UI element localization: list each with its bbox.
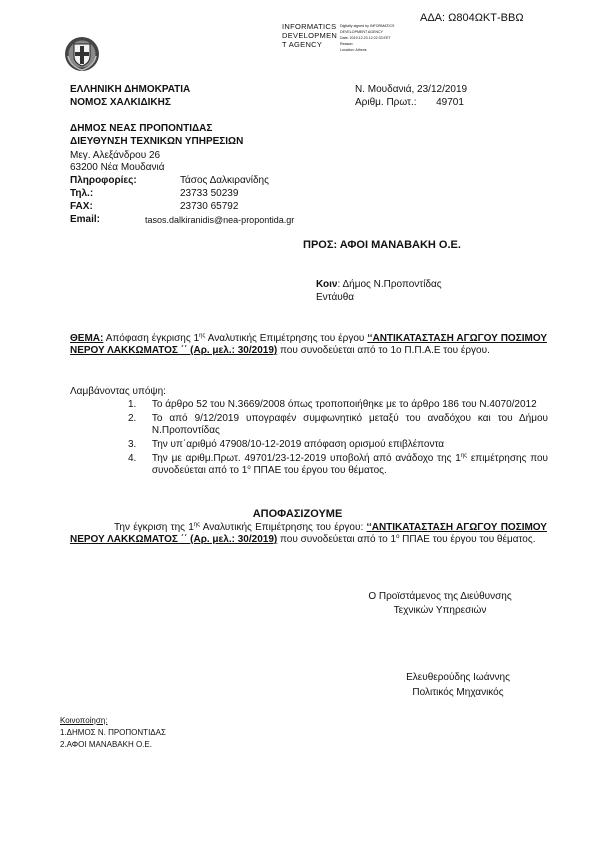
contact-value: 23733 50239: [180, 188, 239, 199]
signature-role: Τεχνικών Υπηρεσιών: [393, 605, 487, 616]
contact-value: Τάσος Δαλκιρανίδης: [180, 175, 269, 186]
decision-paragraph: Την έγκριση της $1^{\eta\varsigma}$ Αναλυτικής Επιμέτρησης του έργου: ‘‘ΑΝΤΙΚΑΤΑΣΤΑΣΗ ΑΓΩΓΟΥ ΠΟΣΙΜΟΥ ΝΕΡΟΥ ΛΑΚΚΩΜΑΤΟΣ ΄΄ (Αρ. μελ.: 30/2019) που συνοδεύεται από το $1^o$ ΠΠΑΕ του έργου του θέματος.: [70, 522, 547, 545]
distribution-item: 1.ΔΗΜΟΣ Ν. ΠΡΟΠΟΝΤΙΔΑΣ: [60, 728, 166, 737]
item-number: 3.: [128, 439, 137, 450]
coat-of-arms-icon: [64, 36, 100, 72]
contact-value: 23730 65792: [180, 201, 239, 212]
distribution-list: [60, 715, 166, 751]
item-number: 1.: [128, 399, 137, 410]
subject-text: Απόφαση έγκρισης 1: [103, 333, 200, 344]
place-date: Ν. Μουδανιά, 23/12/2019: [355, 84, 468, 95]
distribution-item: 2.ΑΦΟΙ ΜΑΝΑΒΑΚΗ Ο.Ε.: [60, 740, 152, 749]
protocol-value: 49701: [436, 97, 464, 108]
signatory-title: Πολιτικός Μηχανικός: [412, 687, 504, 698]
cc-label: Κοιν: [316, 279, 338, 290]
item-text: Το άρθρο 52 του Ν.3669/2008 όπως τροποποιήθηκε με το άρθρο 186 του Ν.4070/2012: [151, 399, 537, 410]
city-address: 63200 Νέα Μουδανιά: [70, 162, 165, 173]
recipient-to: ΠΡΟΣ: ΑΦΟΙ ΜΑΝΑΒΑΚΗ Ο.Ε.: [303, 239, 461, 251]
contact-label: Πληροφορίες:: [70, 175, 137, 186]
signatory-name: Ελευθερούδης Ιωάννης: [406, 672, 510, 683]
subject-label: ΘΕΜΑ:: [70, 333, 104, 344]
item-text: Την με αριθμ.Πρωτ. 49701/23-12-2019 υποβολή από ανάδοχο της $1^{\eta\varsigma}$ επιμέτρησης που συνοδεύεται από το $1^o$ ΠΠΑΕ του έργου του θέματος.: [151, 453, 548, 476]
cc-sub: Εντάυθα: [316, 292, 355, 303]
signature-role: Ο Προϊστάμενος της Διεύθυνσης: [368, 591, 512, 602]
stamp-detail: Reason:: [340, 42, 354, 46]
stamp-line: T AGENCY: [282, 40, 323, 49]
contact-row: [70, 188, 370, 200]
signature-block: [340, 591, 540, 617]
item-number: 2.: [128, 413, 137, 424]
prefecture-heading: ΝΟΜΟΣ ΧΑΛΚΙΔΙΚΗΣ: [70, 97, 171, 108]
cc-value: : Δήμος Ν.Προποντίδας: [337, 279, 442, 290]
contact-row: [70, 201, 370, 213]
subject-text: που συνοδεύεται από το 1ο Π.Π.Α.Ε του έργου.: [277, 345, 490, 356]
stamp-line: INFORMATICS: [282, 22, 337, 31]
distribution-title: Κοινοποίηση:: [60, 716, 108, 725]
signatory: [358, 672, 558, 699]
considering-title: Λαμβάνοντας υπόψη:: [70, 386, 166, 397]
protocol-number: [355, 97, 464, 109]
list-item: [128, 399, 548, 411]
project-title: ‘‘ΑΝΤΙΚΑΤΑΣΤΑΣΗ ΑΓΩΓΟΥ ΠΟΣΙΜΟΥ ΝΕΡΟΥ ΛΑΚΚΩΜΑΤΟΣ ΄΄ (Αρ. μελ.: 30/2019): [70, 522, 547, 545]
contact-row: [70, 175, 370, 187]
contact-label: Τηλ.:: [70, 188, 94, 199]
decision-title: ΑΠΟΦΑΣΙΖΟΥΜΕ: [252, 508, 343, 520]
contact-row: [70, 214, 370, 226]
stamp-detail: Date: 2019.12.23 12:22:33 EET: [340, 36, 391, 40]
stamp-detail: Location: Athens: [340, 48, 367, 52]
contact-info: [70, 175, 370, 226]
directorate-name: ΔΙΕΥΘΥΝΣΗ ΤΕΧΝΙΚΩΝ ΥΠΗΡΕΣΙΩΝ: [70, 136, 244, 147]
subject-text: Αναλυτικής Επιμέτρησης του έργου: [205, 333, 368, 344]
subject-paragraph: [70, 333, 547, 357]
recipient-cc: [316, 279, 442, 291]
item-text: Το από 9/12/2019 υπογραφέν συμφωνητικό μεταξύ του αναδόχου και του Δήμου Ν.Προποντίδας: [151, 413, 548, 436]
stamp-detail: Digitally signed by INFORMATICS DEVELOPMENT AGENCY: [340, 24, 395, 34]
email-link[interactable]: tasos.dalkiranidis@nea-propontida.gr: [145, 215, 295, 225]
republic-heading: ΕΛΛΗΝΙΚΗ ΔΗΜΟΚΡΑΤΙΑ: [70, 84, 191, 95]
list-item: [128, 453, 548, 477]
considering-list: [128, 399, 548, 477]
ada-code: ΑΔΑ: Ω804ΩΚΤ-ΒΒΩ: [420, 12, 524, 24]
protocol-label: Αριθμ. Πρωτ.:: [355, 97, 417, 108]
ordinal-suffix: ης: [199, 333, 206, 339]
municipality-name: ΔΗΜΟΣ ΝΕΑΣ ΠΡΟΠΟΝΤΙΔΑΣ: [70, 123, 213, 134]
project-title: ‘‘ΑΝΤΙΚΑΤΑΣΤΑΣΗ ΑΓΩΓΟΥ ΠΟΣΙΜΟΥ ΝΕΡΟΥ ΛΑΚΚΩΜΑΤΟΣ ΄΄ (Αρ. μελ.: 30/2019): [70, 333, 547, 356]
contact-label: Email:: [70, 214, 101, 225]
list-item: [128, 439, 548, 451]
stamp-line: DEVELOPMEN: [282, 31, 338, 40]
contact-label: FAX:: [70, 201, 93, 212]
item-number: 4.: [128, 453, 137, 464]
stamp-details: [340, 23, 400, 53]
street-address: Μεγ. Αλεξάνδρου 26: [70, 150, 161, 161]
digital-signature-stamp: [282, 22, 337, 49]
list-item: [128, 413, 548, 437]
item-text: Την υπ΄αριθμό 47908/10-12-2019 απόφαση ορισμού επιβλέποντα: [151, 439, 445, 450]
